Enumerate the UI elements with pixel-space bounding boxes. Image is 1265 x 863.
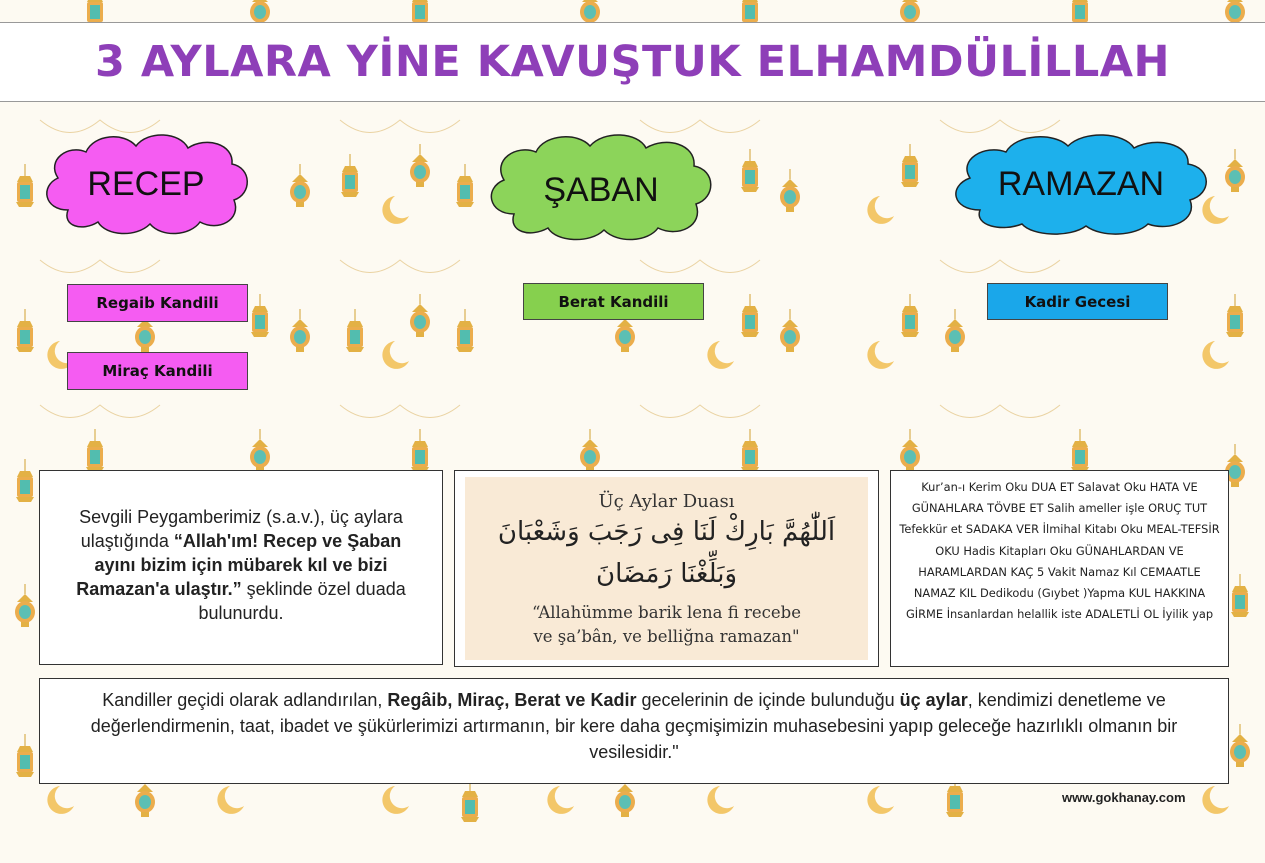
dua-title: Üç Aylar Duası [598, 491, 735, 512]
cloud-recep [38, 128, 254, 240]
title-bar [0, 22, 1265, 102]
good-deeds-text: Kur’an-ı Kerim Oku DUA ET Salavat Oku HATA VE GÜNAHLARA TÖVBE ET Salih ameller işle ORUÇ TUT Tefekkür et SADAKA VER İlmihal Kitabı Oku MEAL-TEFSİR OKU Hadis Kitapları Oku GÜNAHLARDAN VE HARAMLARDAN KAÇ 5 Vakit Namaz Kıl CEMAATLE NAMAZ KIL Dedikodu (Gıybet )Yapma KUL HAKKINA GİRME İnsanlardan helallik iste ADALETLİ OL İyilik yap [899, 480, 1220, 622]
cloud-label-recep: RECEP [87, 164, 205, 203]
summary-bold-2: üç aylar [899, 690, 968, 710]
tag-kadir-gecesi: Kadir Gecesi [987, 283, 1168, 320]
hadith-intro: Sevgili Peygamberimiz (s.a.v.), üç aylara ulaştığında [79, 507, 403, 551]
dua-arabic-line-1: اَللّٰهُمَّ بَارِكْ لَنَا فِى رَجَبَ وَشَعْبَانَ [497, 517, 836, 547]
page-title: 3 AYLARA YİNE KAVUŞTUK ELHAMDÜLİLLAH [95, 37, 1170, 87]
cloud-ramazan [946, 130, 1216, 238]
summary-bold-1: Regâib, Miraç, Berat ve Kadir [387, 690, 637, 710]
tag-berat-kandili: Berat Kandili [523, 283, 704, 320]
summary-text [54, 687, 1214, 765]
cloud-label-saban: ŞABAN [543, 170, 659, 209]
panel-good-deeds [890, 470, 1229, 667]
dua-arabic-line-2: وَبَلِّغْنَا رَمَضَانَ [595, 559, 738, 589]
cloud-label-ramazan: RAMAZAN [997, 164, 1165, 203]
dua-transliteration-line-2: ve şa’bân, ve belliğna ramazan" [533, 627, 800, 646]
cloud-saban [482, 128, 720, 246]
panel-summary [39, 678, 1229, 784]
summary-part-2: gecelerinin de içinde bulunduğu [636, 690, 900, 710]
tag-regaib-kandili: Regaib Kandili [67, 284, 248, 322]
panel-hadith [39, 470, 443, 665]
panel-dua [454, 470, 879, 667]
dua-card [465, 477, 868, 660]
hadith-quote: “Allah'ım! Recep ve Şaban ayını bizim için mübarek kıl ve bizi Ramazan'a ulaştır.” [76, 531, 402, 599]
website-link[interactable]: www.gokhanay.com [1062, 790, 1186, 805]
summary-part-3: , kendimizi denetleme ve değerlendirmenin, taat, ibadet ve şükürlerimizi artırmanın, bir kere daha geçmişimizin muhasebesini yapıp geleceğe hazırlıklı olmanın bir vesilesidir." [90, 690, 1178, 762]
summary-part-1: Kandiller geçidi olarak adlandırılan, [102, 690, 388, 710]
hadith-outro: şeklinde özel duada bulunurdu. [198, 579, 406, 623]
hadith-text [62, 505, 420, 625]
dua-transliteration-line-1: “Allahümme barik lena fi recebe [532, 603, 801, 622]
tag-mirac-kandili: Miraç Kandili [67, 352, 248, 390]
